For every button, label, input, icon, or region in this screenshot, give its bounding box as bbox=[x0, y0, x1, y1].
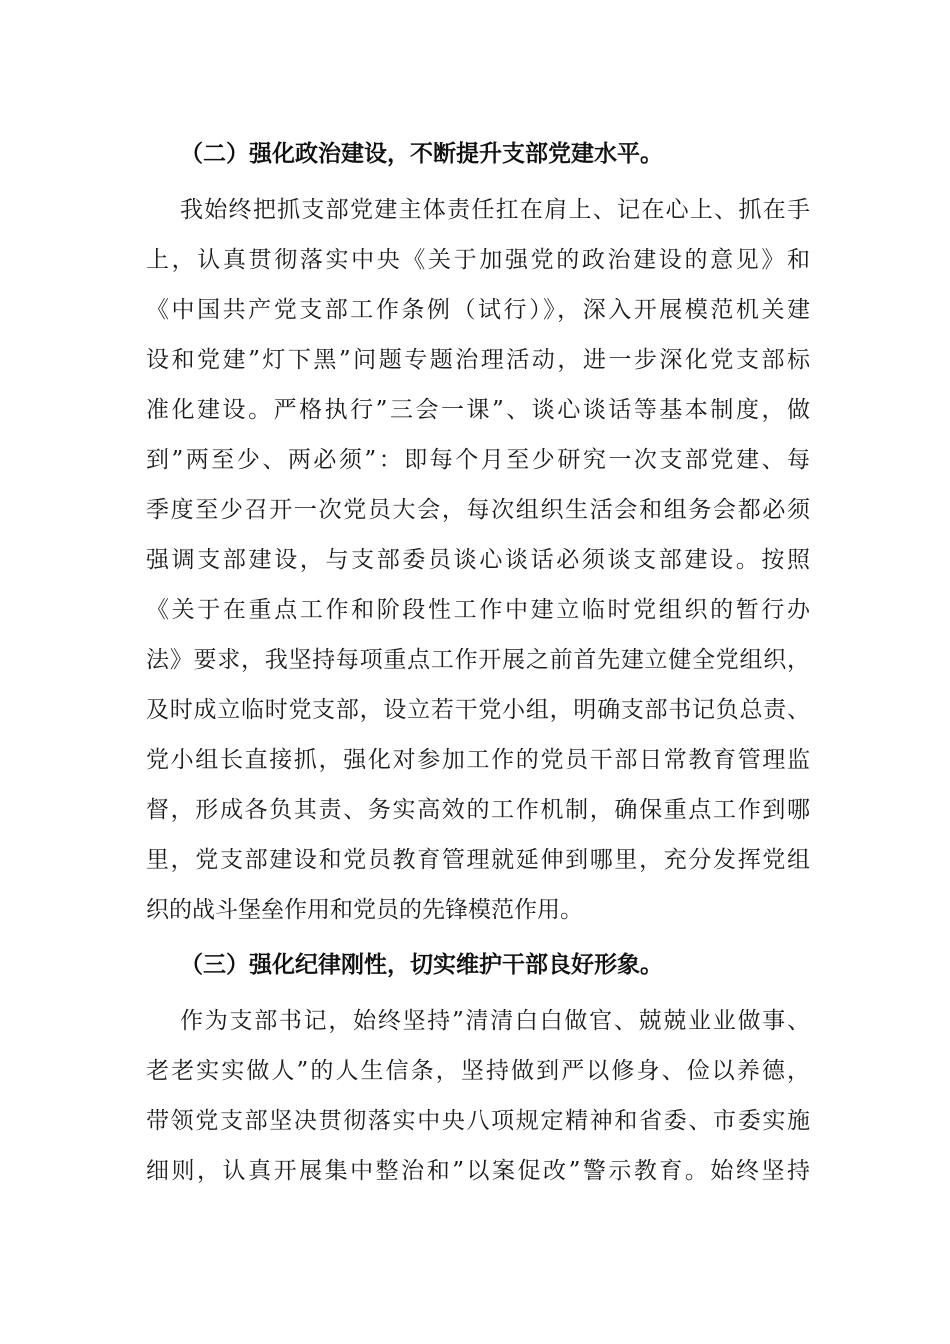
paragraph-line: 督，形成各负其责、务实高效的工作机制，确保重点工作到哪 bbox=[146, 797, 810, 823]
paragraph-line: 准化建设。严格执行”三会一课”、谈心谈话等基本制度，做 bbox=[146, 397, 810, 423]
paragraph-line: 季度至少召开一次党员大会，每次组织生活会和组务会都必须 bbox=[146, 497, 810, 523]
paragraph-line: 强调支部建设，与支部委员谈心谈话必须谈支部建设。按照 bbox=[146, 547, 810, 573]
paragraph-line: 法》要求，我坚持每项重点工作开展之前首先建立健全党组织， bbox=[146, 647, 810, 673]
paragraph-line: 我始终把抓支部党建主体责任扛在肩上、记在心上、抓在手 bbox=[180, 197, 810, 223]
paragraph-line: 《关于在重点工作和阶段性工作中建立临时党组织的暂行办 bbox=[146, 597, 810, 623]
paragraph-line: 《中国共产党支部工作条例（试行）》，深入开展模范机关建 bbox=[146, 297, 810, 323]
section-2-heading: （二）强化政治建设，不断提升支部党建水平。 bbox=[180, 141, 663, 167]
paragraph-line: 带领党支部坚决贯彻落实中央八项规定精神和省委、市委实施 bbox=[146, 1108, 810, 1134]
paragraph-line: 里，党支部建设和党员教育管理就延伸到哪里，充分发挥党组 bbox=[146, 847, 810, 873]
paragraph-line: 作为支部书记，始终坚持”清清白白做官、兢兢业业做事、 bbox=[180, 1008, 810, 1034]
paragraph-line: 及时成立临时党支部，设立若干党小组，明确支部书记负总责、 bbox=[146, 697, 810, 723]
paragraph-line: 上，认真贯彻落实中央《关于加强党的政治建设的意见》和 bbox=[146, 247, 810, 273]
section-3-heading: （三）强化纪律刚性，切实维护干部良好形象。 bbox=[180, 952, 663, 978]
paragraph-line: 细则，认真开展集中整治和”以案促改”警示教育。始终坚持 bbox=[146, 1158, 810, 1184]
paragraph-line: 党小组长直接抓，强化对参加工作的党员干部日常教育管理监 bbox=[146, 747, 810, 773]
paragraph-line: 老老实实做人”的人生信条，坚持做到严以修身、俭以养德， bbox=[146, 1058, 810, 1084]
paragraph-line: 设和党建”灯下黑”问题专题治理活动，进一步深化党支部标 bbox=[146, 347, 810, 373]
paragraph-line: 到”两至少、两必须”：即每个月至少研究一次支部党建、每 bbox=[146, 447, 810, 473]
paragraph-line: 织的战斗堡垒作用和党员的先锋模范作用。 bbox=[146, 897, 583, 923]
